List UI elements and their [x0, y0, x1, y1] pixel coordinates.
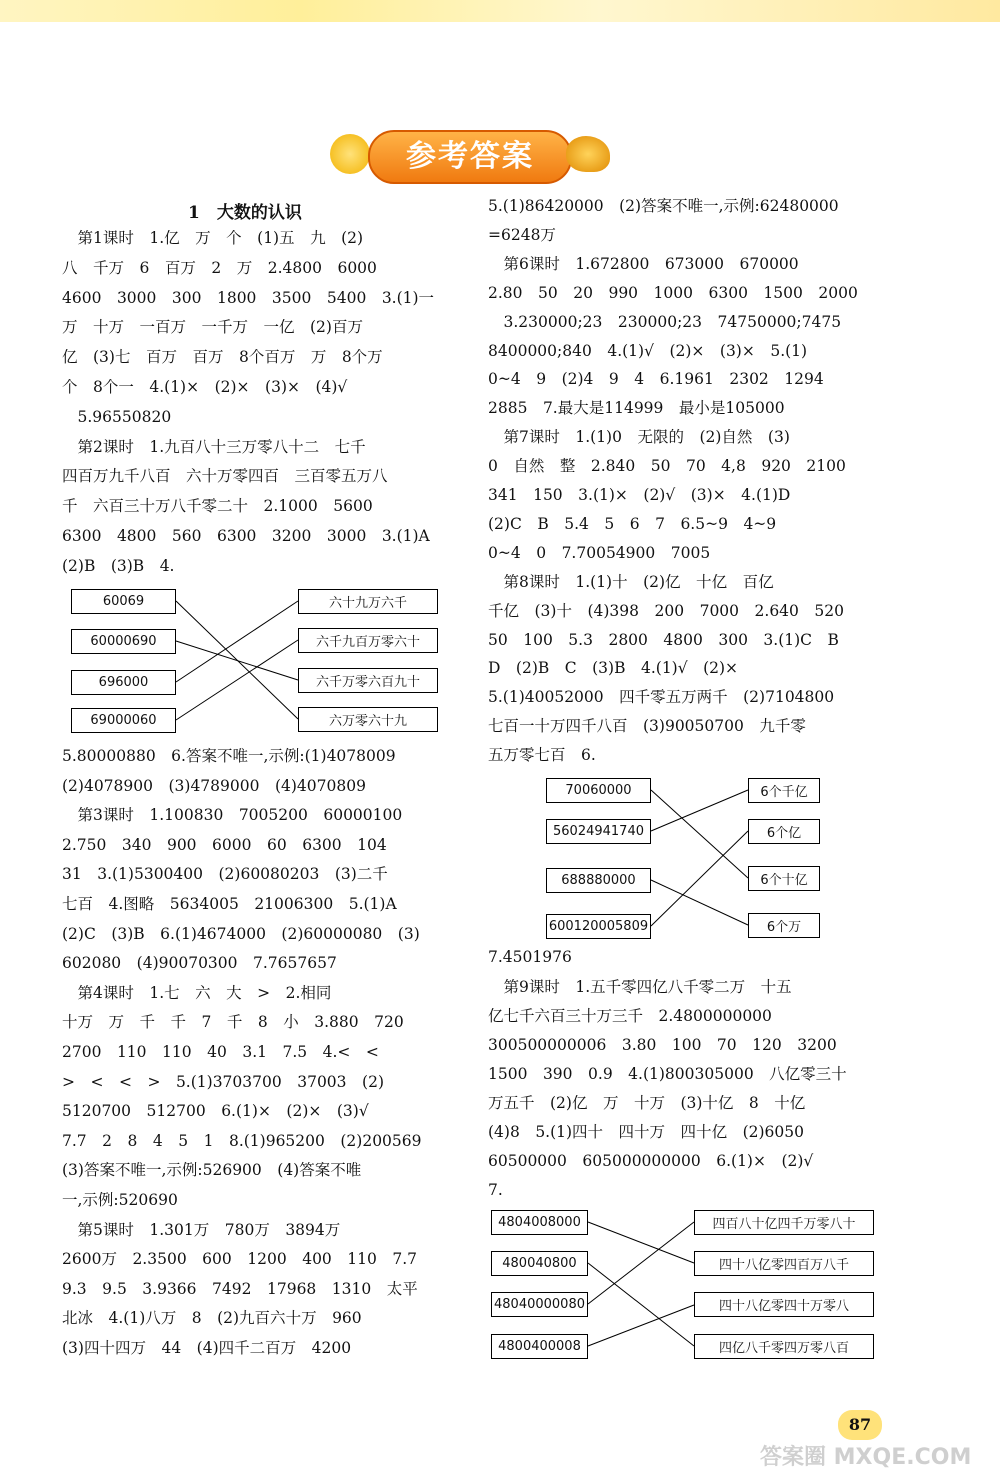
match7-right-3: 四十八亿零四十万零八	[694, 1292, 874, 1317]
answer-line: 十万 万 千 千 7 千 8 小 3.880 720	[62, 1013, 404, 1032]
answer-line: 7.4501976	[488, 948, 572, 966]
match4-right-3: 六千万零六百九十	[298, 668, 438, 693]
match7-left-4: 4800400008	[491, 1334, 588, 1359]
answer-line: 0 自然 整 2.840 50 70 4,8 920 2100	[488, 457, 846, 476]
answer-line: 9.3 9.5 3.9366 7492 17968 1310 太平	[62, 1279, 418, 1298]
answer-line: 5.96550820	[62, 407, 172, 426]
answer-line: 602080 (4)90070300 7.7657657	[62, 954, 337, 973]
match4-right-2: 六千九百万零六十	[298, 628, 438, 653]
answer-line: 七百 4.图略 5634005 21006300 5.(1)A	[62, 895, 397, 913]
match6-right-3: 6个十亿	[748, 866, 820, 891]
answer-line: 300500000006 3.80 100 70 120 3200	[488, 1036, 837, 1054]
answer-line: 千 六百三十万八千零二十 2.1000 5600	[62, 497, 373, 516]
match6-left-2: 56024941740	[546, 819, 651, 844]
answer-line: 第3课时 1.100830 7005200 60000100	[62, 806, 403, 825]
watermark: 答案圈 MXQE.COM	[760, 1445, 972, 1470]
match4-right-1: 六十九万六千	[298, 589, 438, 614]
answer-line: 5.(1)86420000 (2)答案不唯一,示例:62480000	[488, 197, 839, 215]
answer-line: 50 100 5.3 2800 4800 300 3.(1)C B	[488, 630, 839, 649]
answer-line: 第5课时 1.301万 780万 3894万	[62, 1220, 341, 1239]
match4-left-2: 60000690	[71, 629, 176, 654]
answer-line: (2)C B 5.4 5 6 7 6.5~9 4~9	[488, 514, 777, 533]
answer-line: 第6课时 1.672800 673000 670000	[488, 254, 799, 273]
answer-line: (2)C (3)B 6.(1)4674000 (2)60000080 (3)	[62, 924, 420, 943]
answer-line: 第4课时 1.七 六 大 > 2.相同	[62, 983, 332, 1002]
answer-line: 341 150 3.(1)× (2)√ (3)× 4.(1)D	[488, 486, 791, 504]
match4-right-4: 六万零六十九	[298, 707, 438, 732]
match7-left-1: 4804008000	[491, 1210, 588, 1235]
answer-line: 亿七千六百三十万三千 2.4800000000	[488, 1007, 772, 1025]
page-number: 87	[838, 1410, 882, 1440]
answer-line: 万五千 (2)亿 万 十万 (3)十亿 8 十亿	[488, 1094, 806, 1112]
answer-line: 万 十万 一百万 一千万 一亿 (2)百万	[62, 318, 363, 337]
answer-line: 1500 390 0.9 4.(1)800305000 八亿零三十	[488, 1065, 847, 1083]
answer-line: 第2课时 1.九百八十三万零八十二 七千	[62, 437, 366, 456]
answer-line: 8400000;840 4.(1)√ (2)× (3)× 5.(1)	[488, 341, 808, 360]
answer-line: 4600 3000 300 1800 3500 5400 3.(1)一	[62, 288, 435, 307]
match6-right-1: 6个千亿	[748, 778, 820, 803]
banner-title: 参考答案	[368, 130, 572, 184]
match7-left-3: 48040000080	[491, 1292, 588, 1317]
match6-left-3: 688880000	[546, 868, 651, 893]
answer-line: 第1课时 1.亿 万 个 (1)五 九 (2)	[62, 229, 364, 247]
match7-right-1: 四百八十亿四千万零八十	[694, 1210, 874, 1235]
answer-line: 7.	[488, 1181, 503, 1199]
answer-line: 第9课时 1.五千零四亿八千零二万 十五	[488, 978, 792, 996]
answer-line: 北冰 4.(1)八万 8 (2)九百六十万 960	[62, 1309, 362, 1328]
answer-line: 2700 110 110 40 3.1 7.5 4.< <	[62, 1043, 379, 1061]
answer-line: 七百一十万四千八百 (3)90050700 九千零	[488, 717, 806, 736]
answer-line: 千亿 (3)十 (4)398 200 7000 2.640 520	[488, 601, 844, 620]
match4-left-1: 60069	[71, 589, 176, 614]
answer-line: 2.750 340 900 6000 60 6300 104	[62, 835, 387, 854]
answer-line: 31 3.(1)5300400 (2)60080203 (3)二千	[62, 865, 388, 884]
match6-right-4: 6个万	[748, 913, 820, 938]
match6-right-2: 6个亿	[748, 819, 820, 844]
answer-line: 一,示例:520690	[62, 1191, 178, 1209]
match7-right-4: 四亿八千零四万零八百	[694, 1334, 874, 1359]
answer-line: 八 千万 6 百万 2 万 2.4800 6000	[62, 258, 377, 277]
answer-line: 第8课时 1.(1)十 (2)亿 十亿 百亿	[488, 572, 774, 591]
answer-line: 5.(1)40052000 四千零五万两千 (2)7104800	[488, 688, 835, 707]
answer-line: 5120700 512700 6.(1)× (2)× (3)√	[62, 1102, 369, 1121]
answer-line: 四百万九千八百 六十万零四百 三百零五万八	[62, 467, 388, 486]
match4-left-4: 69000060	[71, 708, 176, 733]
match4-left-3: 696000	[71, 670, 176, 695]
answer-line: D (2)B C (3)B 4.(1)√ (2)×	[488, 659, 739, 678]
answer-line: 7.7 2 8 4 5 1 8.(1)965200 (2)200569	[62, 1131, 422, 1150]
match7-right-2: 四十八亿零四百万八千	[694, 1251, 874, 1276]
match6-left-4: 600120005809	[546, 914, 651, 939]
answer-line: (2)4078900 (3)4789000 (4)4070809	[62, 776, 366, 795]
answer-line: 0~4 0 7.70054900 7005	[488, 543, 711, 562]
answer-line: 亿 (3)七 百万 百万 8个百万 万 8个万	[62, 348, 383, 367]
section-title: 1 大数的认识	[188, 203, 302, 223]
answer-line: (4)8 5.(1)四十 四十万 四十亿 (2)6050	[488, 1123, 804, 1141]
answer-line: 2885 7.最大是114999 最小是105000	[488, 399, 785, 418]
answer-line: 0~4 9 (2)4 9 4 6.1961 2302 1294	[488, 370, 824, 389]
answer-line: 2600万 2.3500 600 1200 400 110 7.7	[62, 1250, 418, 1269]
answer-line: (3)四十四万 44 (4)四千二百万 4200	[62, 1339, 352, 1357]
answer-line: 2.80 50 20 990 1000 6300 1500 2000	[488, 283, 858, 302]
answer-line: 60500000 605000000000 6.(1)× (2)√	[488, 1152, 814, 1170]
answer-line: 个 8个一 4.(1)× (2)× (3)× (4)√	[62, 378, 348, 396]
answer-line: 6300 4800 560 6300 3200 3000 3.(1)A	[62, 527, 430, 545]
answer-line: (3)答案不唯一,示例:526900 (4)答案不唯	[62, 1161, 362, 1180]
answer-line: > < < > 5.(1)3703700 37003 (2)	[62, 1072, 384, 1091]
answer-line: =6248万	[488, 225, 556, 244]
answer-line: 3.230000;23 230000;23 74750000;7475	[488, 312, 842, 331]
match6-left-1: 70060000	[546, 778, 651, 803]
match7-left-2: 480040800	[491, 1251, 588, 1276]
answer-line: (2)B (3)B 4.	[62, 556, 175, 575]
answer-line: 5.80000880 6.答案不唯一,示例:(1)4078009	[62, 747, 396, 765]
answer-line: 五万零七百 6.	[488, 746, 596, 765]
answer-line: 第7课时 1.(1)0 无限的 (2)自然 (3)	[488, 428, 790, 447]
